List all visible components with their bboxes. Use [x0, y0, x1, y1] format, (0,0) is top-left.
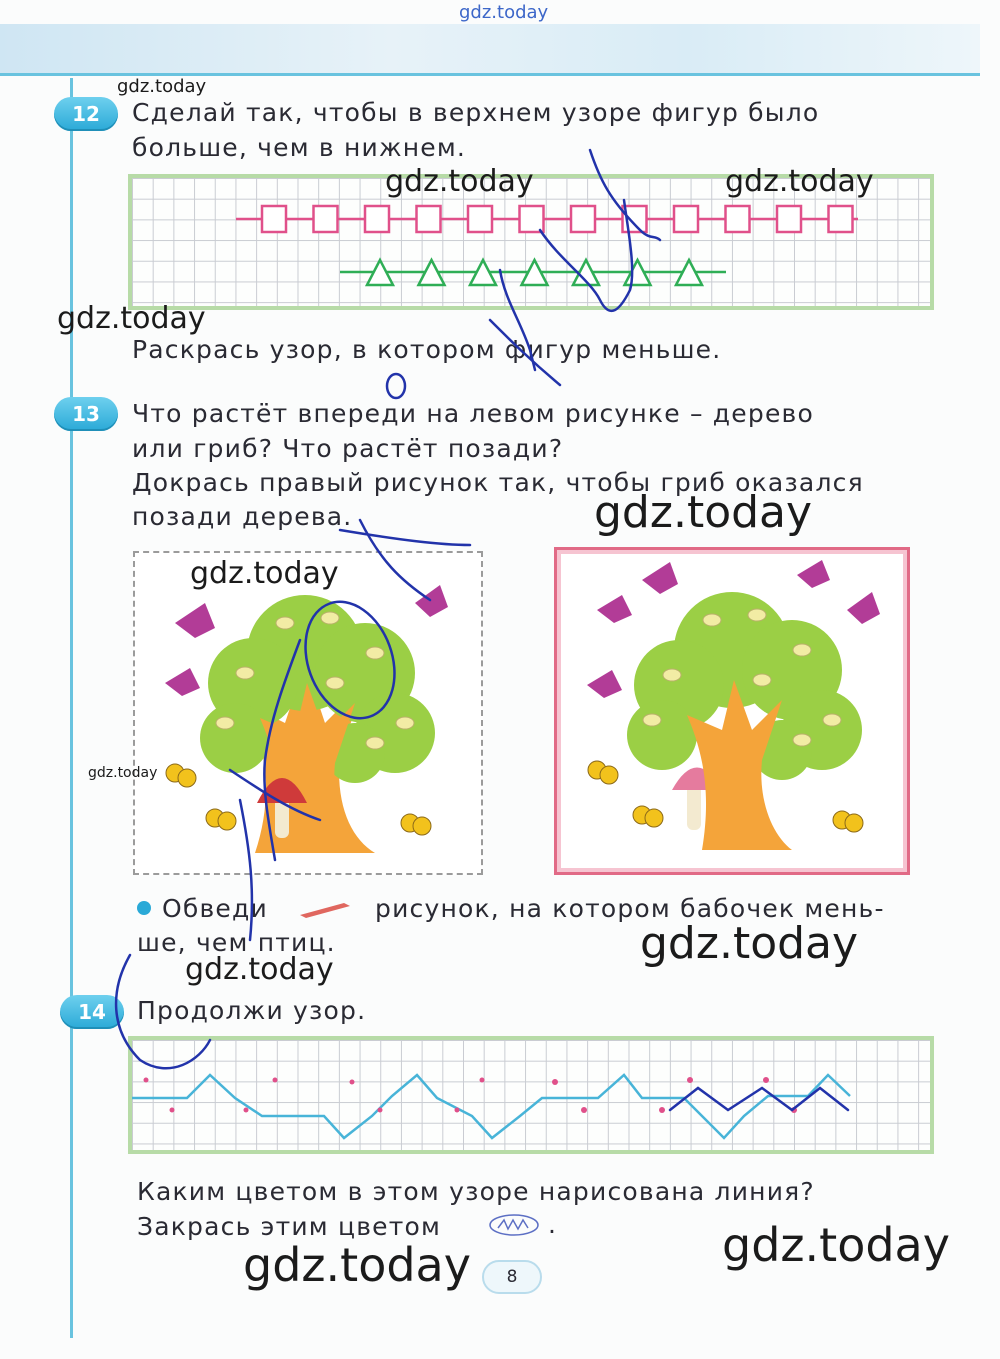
watermark: gdz.today	[57, 301, 206, 336]
task-13-bullet-part1: Обведи	[162, 894, 268, 923]
watermark: gdz.today	[190, 556, 339, 591]
pen-stroke	[360, 520, 430, 600]
task-12-badge: 12	[54, 97, 118, 131]
watermark: gdz.today	[594, 487, 813, 538]
task-14-period: .	[548, 1210, 556, 1239]
task-13-text-line1: Что растёт впереди на левом рисунке – дерево	[132, 399, 814, 428]
watermark: gdz.today	[385, 164, 534, 199]
task-12-text-line3: Раскрась узор, в котором фигур меньше.	[132, 335, 722, 364]
watermark: gdz.today	[88, 765, 158, 781]
pen-stroke	[240, 800, 252, 940]
task-13-text-line3: Докрась правый рисунок так, чтобы гриб оказался	[132, 468, 864, 497]
task-13-text-line2: или гриб? Что растёт позади?	[132, 434, 564, 463]
header-watermark: gdz.today	[459, 2, 549, 23]
pen-stroke	[540, 200, 632, 311]
task-13-bullet-line2: ше, чем птиц.	[137, 928, 336, 957]
task-13-bullet-part2: рисунок, на котором бабочек мень-	[375, 894, 885, 923]
pen-stroke	[500, 270, 535, 370]
pen-stroke	[590, 150, 660, 240]
pen-stroke	[387, 374, 405, 398]
pen-stroke	[116, 955, 210, 1068]
page-number: 8	[482, 1260, 542, 1294]
watermark: gdz.today	[725, 164, 874, 199]
watermark: gdz.today	[640, 918, 859, 969]
task-14-badge: 14	[60, 995, 124, 1029]
task-13-text-line4: позади дерева.	[132, 502, 353, 531]
watermark: gdz.today	[243, 1238, 471, 1292]
task-14-text-line1: Продолжи узор.	[137, 996, 367, 1025]
pen-stroke	[490, 320, 560, 385]
task-12-text-line1: Сделай так, чтобы в верхнем узоре фигур было	[132, 98, 820, 127]
task-12-text-line2: больше, чем в нижнем.	[132, 133, 467, 162]
watermark: gdz.today	[117, 76, 207, 97]
pen-pattern-continued	[670, 1088, 848, 1110]
pen-stroke	[340, 530, 470, 545]
watermark: gdz.today	[185, 952, 334, 987]
pen-stroke	[264, 640, 300, 860]
task-14-text-line3: Закрась этим цветом	[137, 1212, 442, 1241]
task-14-text-line2: Каким цветом в этом узоре нарисована линия?	[137, 1177, 815, 1206]
watermark: gdz.today	[722, 1218, 950, 1272]
pen-stroke	[290, 589, 410, 730]
task-13-badge: 13	[54, 397, 118, 431]
